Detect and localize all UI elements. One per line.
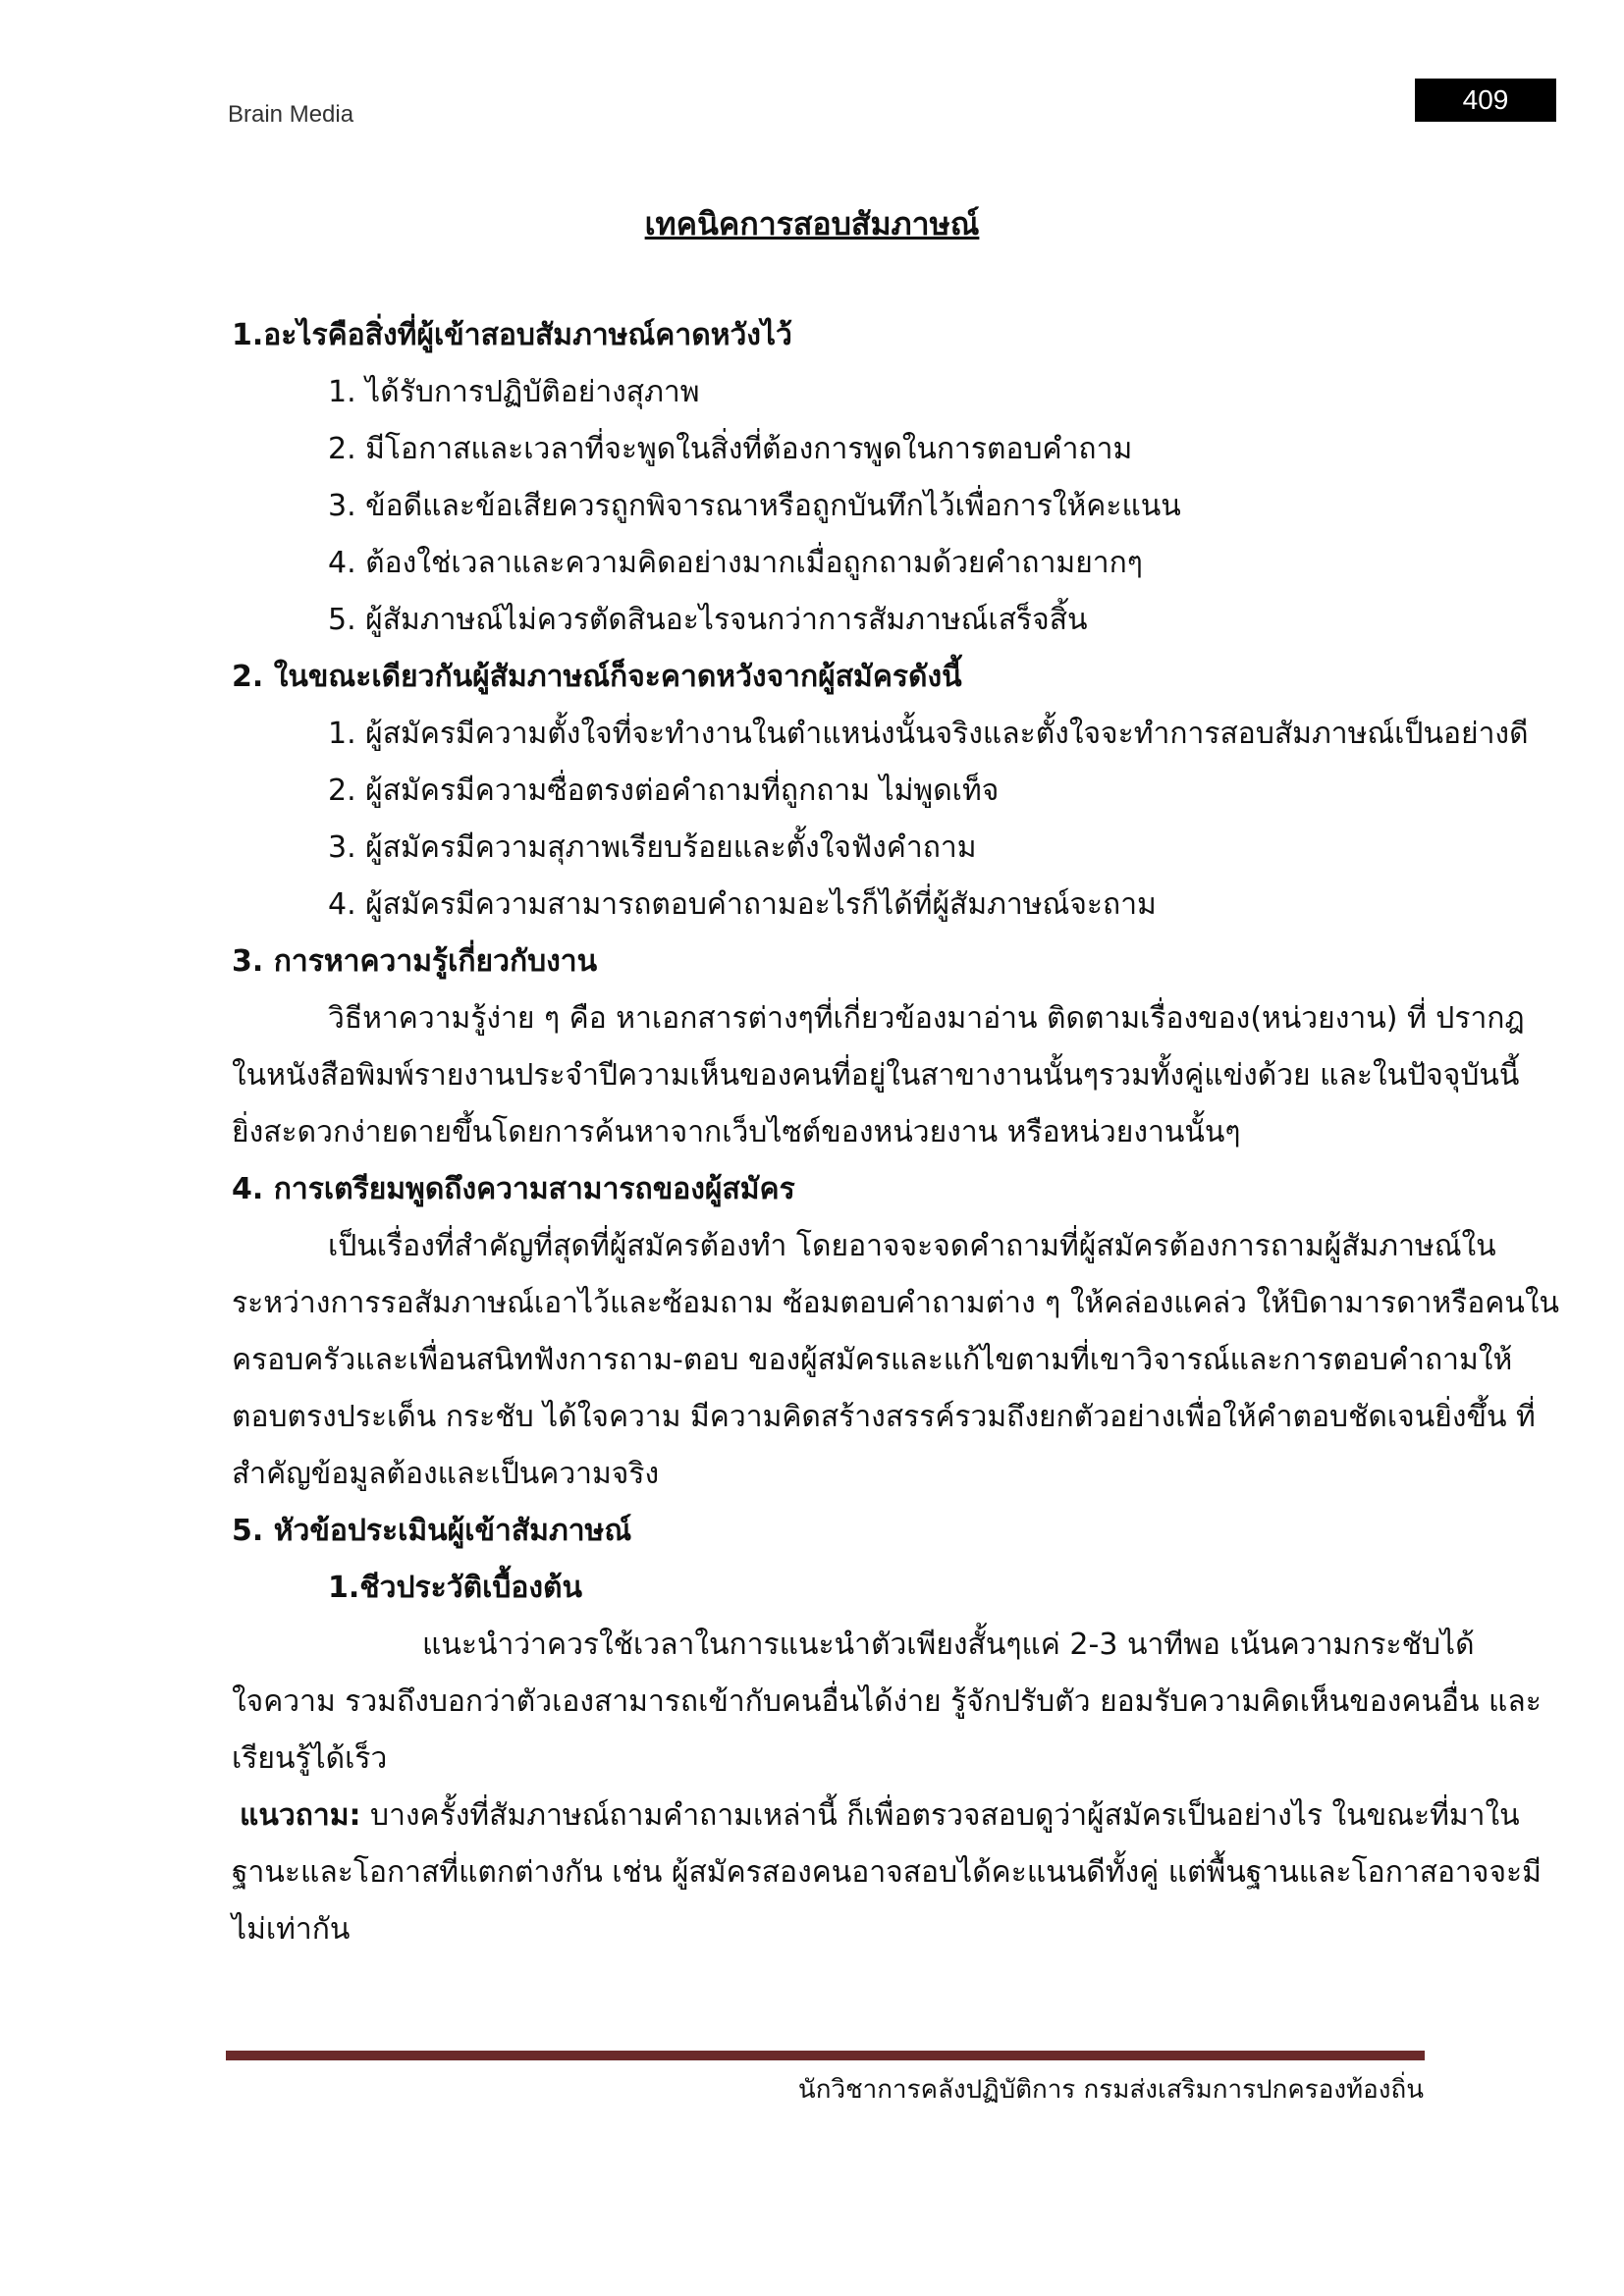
section-4-heading: 4. การเตรียมพูดถึงความสามารถของผู้สมัคร <box>232 1172 795 1206</box>
guide-line: ฐานะและโอกาสที่แตกต่างกัน เช่น ผู้สมัครสองคนอาจสอบได้คะแนนดีทั้งคู่ แต่พื้นฐานและโอกาสอาจจะมี <box>232 1855 1542 1890</box>
page-number-badge: 409 <box>1415 79 1556 122</box>
section-3-line: ยิ่งสะดวกง่ายดายขึ้นโดยการค้นหาจากเว็บไซต์ของหน่วยงาน หรือหน่วยงานนั้นๆ <box>232 1115 1241 1149</box>
document-title: เทคนิคการสอบสัมภาษณ์ <box>644 205 980 242</box>
section-2-item: 3. ผู้สมัครมีความสุภาพเรียบร้อยและตั้งใจฟังคำถาม <box>328 830 977 865</box>
section-1-item: 2. มีโอกาสและเวลาที่จะพูดในสิ่งที่ต้องการพูดในการตอบคำถาม <box>328 432 1133 466</box>
section-5-heading: 5. หัวข้อประเมินผู้เข้าสัมภาษณ์ <box>232 1514 632 1548</box>
guide-text: บางครั้งที่สัมภาษณ์ถามคำถามเหล่านี้ ก็เพื่อตรวจสอบดูว่าผู้สมัครเป็นอย่างไร ในขณะที่มาใน <box>360 1798 1520 1833</box>
section-3-line: ในหนังสือพิมพ์รายงานประจำปีความเห็นของคนที่อยู่ในสาขางานนั้นๆรวมทั้งคู่แข่งด้วย และในปัจจุบันนี้ <box>232 1058 1520 1093</box>
section-4-line: ตอบตรงประเด็น กระชับ ได้ใจความ มีความคิดสร้างสรรค์รวมถึงยกตัวอย่างเพื่อให้คำตอบชัดเจนยิ่งขึ้น ที่ <box>232 1400 1536 1434</box>
section-1-item: 5. ผู้สัมภาษณ์ไม่ควรตัดสินอะไรจนกว่าการสัมภาษณ์เสร็จสิ้น <box>328 603 1088 637</box>
section-5-subheading: 1.ชีวประวัติเบื้องต้น <box>328 1571 583 1605</box>
section-2-item: 4. ผู้สมัครมีความสามารถตอบคำถามอะไรก็ได้ที่ผู้สัมภาษณ์จะถาม <box>328 887 1157 922</box>
section-4-line: สำคัญข้อมูลต้องและเป็นความจริง <box>232 1457 660 1491</box>
section-1-item: 1. ได้รับการปฏิบัติอย่างสุภาพ <box>328 375 700 409</box>
section-2-item: 2. ผู้สมัครมีความซื่อตรงต่อคำถามที่ถูกถาม ไม่พูดเท็จ <box>328 774 1000 808</box>
header-brand: Brain Media <box>228 101 354 128</box>
section-4-line: ครอบครัวและเพื่อนสนิทฟังการถาม-ตอบ ของผู้สมัครและแก้ไขตามที่เขาวิจารณ์และการตอบคำถามให้ <box>232 1343 1513 1377</box>
section-3-line: วิธีหาความรู้ง่าย ๆ คือ หาเอกสารต่างๆที่เกี่ยวข้องมาอ่าน ติดตามเรื่องของ(หน่วยงาน) ที่ ปรากฎ <box>328 1001 1525 1036</box>
section-5-line: ใจความ รวมถึงบอกว่าตัวเองสามารถเข้ากับคนอื่นได้ง่าย รู้จักปรับตัว ยอมรับความคิดเห็นของคนอื่น และ <box>232 1684 1542 1719</box>
footer-rule <box>226 2051 1425 2060</box>
footer-text: นักวิชาการคลังปฏิบัติการ กรมส่งเสริมการปกครองท้องถิ่น <box>797 2075 1424 2105</box>
section-2-heading: 2. ในขณะเดียวกันผู้สัมภาษณ์ก็จะคาดหวังจากผู้สมัครดังนี้ <box>232 660 962 694</box>
guide-line: ไม่เท่ากัน <box>232 1912 351 1947</box>
section-2-item: 1. ผู้สมัครมีความตั้งใจที่จะทำงานในตำแหน่งนั้นจริงและตั้งใจจะทำการสอบสัมภาษณ์เป็นอย่างดี <box>328 717 1529 751</box>
section-5-line: แนะนำว่าควรใช้เวลาในการแนะนำตัวเพียงสั้นๆแค่ 2-3 นาทีพอ เน้นความกระชับได้ <box>422 1628 1475 1662</box>
section-4-line: ระหว่างการรอสัมภาษณ์เอาไว้และซ้อมถาม ซ้อมตอบคำถามต่าง ๆ ให้คล่องแคล่ว ให้บิดามารดาหรือคนใน <box>232 1286 1560 1320</box>
section-5-line: เรียนรู้ได้เร็ว <box>232 1741 388 1776</box>
section-3-heading: 3. การหาความรู้เกี่ยวกับงาน <box>232 944 598 979</box>
section-1-item: 4. ต้องใช่เวลาและความคิดอย่างมากเมื่อถูกถามด้วยคำถามยากๆ <box>328 546 1143 580</box>
guide-label: แนวถาม: <box>240 1798 361 1833</box>
guide-paragraph-first-line <box>240 1796 1520 1836</box>
section-1-item: 3. ข้อดีและข้อเสียควรถูกพิจารณาหรือถูกบันทึกไว้เพื่อการให้คะแนน <box>328 489 1181 523</box>
section-4-line: เป็นเรื่องที่สำคัญที่สุดที่ผู้สมัครต้องทำ โดยอาจจะจดคำถามที่ผู้สมัครต้องการถามผู้สัมภาษณ์ใน <box>328 1229 1496 1263</box>
section-1-heading: 1.อะไรคือสิ่งที่ผู้เข้าสอบสัมภาษณ์คาดหวังไว้ <box>232 318 792 352</box>
